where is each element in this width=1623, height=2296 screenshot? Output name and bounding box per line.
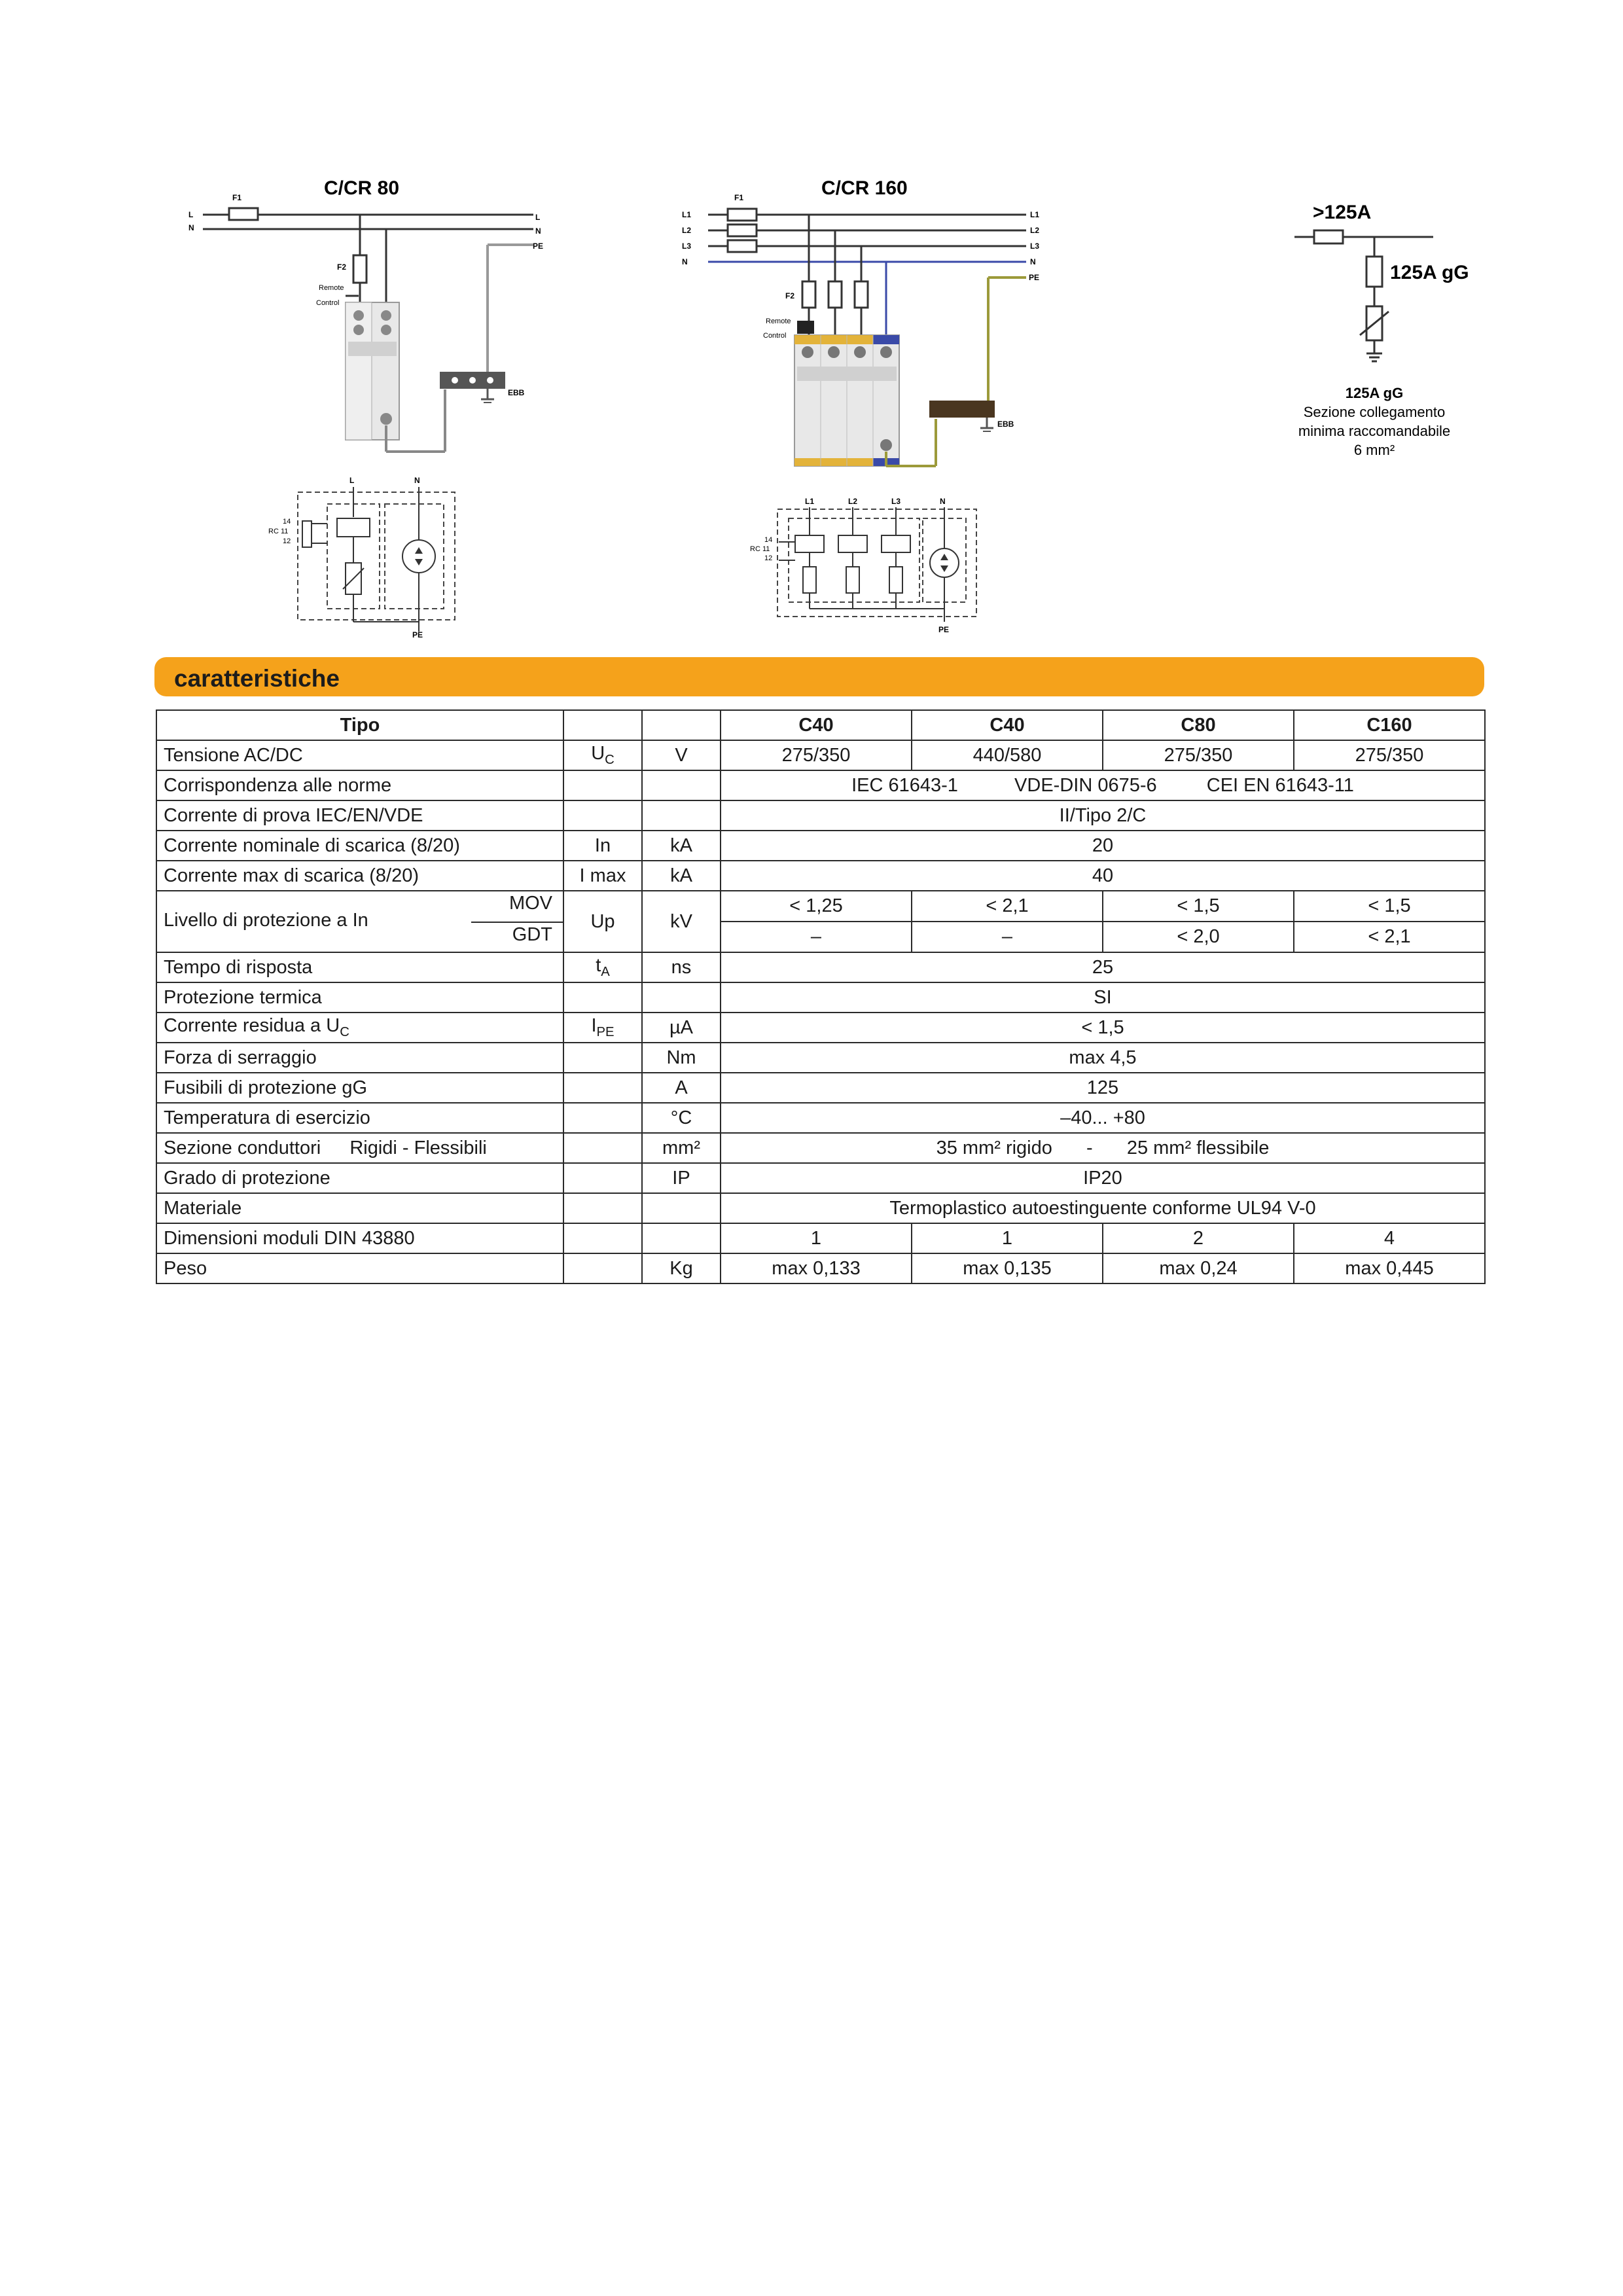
table-row: Corrente residua a $U_C$ $I_{PE}$ µA < 1,5: [156, 1013, 1485, 1043]
d1-pe-label: PE: [533, 242, 544, 251]
table-row: Sezione conduttori Rigidi - Flessibili mm² 35 mm² rigido - 25 mm² flessibile: [156, 1133, 1485, 1163]
row-name: Corrente residua a $U_C$: [156, 1013, 563, 1043]
header-c40-a: C40: [721, 710, 912, 740]
d2-l3-label: L3: [682, 242, 692, 251]
table-row: Livello di protezione a In MOV GDT Up kV < 1,25 < 2,1 < 1,5 < 1,5: [156, 891, 1485, 922]
table-header-row: [156, 710, 1485, 740]
fuse-note-line3: 6 mm²: [1353, 442, 1395, 458]
row-name: Forza di serraggio: [156, 1043, 563, 1073]
gdt-label: GDT: [512, 924, 552, 945]
table-row: Temperatura di esercizio °C –40... +80: [156, 1103, 1485, 1133]
d1-ebb-label: EBB: [508, 388, 525, 397]
header-tipo: Tipo: [156, 710, 563, 740]
d2-l1-right-label: L1: [1030, 210, 1040, 219]
row-name: Tensione AC/DC: [156, 740, 563, 770]
d2-ebb-label: EBB: [997, 420, 1014, 429]
header-c80: C80: [1103, 710, 1294, 740]
fuse-note-line2: minima raccomandabile: [1298, 423, 1451, 439]
livello-cell: [156, 891, 563, 952]
d1-n-right-label: N: [535, 226, 541, 236]
d1-sch-n-label: N: [414, 476, 420, 485]
d1-n-label: N: [188, 223, 194, 232]
d1-l-label: L: [188, 210, 194, 219]
d2-l1-label: L1: [682, 210, 692, 219]
d2-l3-right-label: L3: [1030, 242, 1040, 251]
d2-n-right-label: N: [1030, 257, 1036, 266]
d1-t14-label: 14: [283, 518, 291, 526]
fuse-rating-label: 125A gG: [1390, 262, 1469, 283]
d2-remote-label: Remote: [766, 317, 791, 325]
table-row: Grado di protezione IP IP20: [156, 1163, 1485, 1193]
d2-pe-label: PE: [1029, 273, 1040, 282]
row-name: Livello di protezione a In: [164, 910, 368, 931]
row-name: Tempo di risposta: [156, 952, 563, 982]
d1-t12-label: 12: [283, 537, 291, 545]
row-name: Dimensioni moduli DIN 43880: [156, 1223, 563, 1253]
d2-l2-label: L2: [682, 226, 692, 235]
d2-control-label: Control: [763, 332, 787, 340]
fuse-note-title: 125A gG: [1345, 385, 1404, 401]
row-name: Peso: [156, 1253, 563, 1283]
d1-sch-pe-label: PE: [412, 630, 423, 639]
d2-rc11-label: RC 11: [750, 545, 770, 553]
row-name: Materiale: [156, 1193, 563, 1223]
section-banner: [154, 657, 1484, 696]
table-row: Corrente max di scarica (8/20) I max kA 40: [156, 861, 1485, 891]
row-name: Corrente nominale di scarica (8/20): [156, 831, 563, 861]
mov-label: MOV: [508, 893, 552, 914]
table-row: [156, 770, 1485, 800]
d1-rc11-label: RC 11: [268, 528, 289, 535]
d2-sch-l3-label: L3: [891, 497, 901, 506]
d1-f2-label: F2: [337, 262, 347, 272]
norme-value: IEC 61643-1 VDE-DIN 0675-6 CEI EN 61643-11: [721, 770, 1485, 800]
row-unit: V: [642, 740, 721, 770]
row-name: Sezione conduttori Rigidi - Flessibili: [156, 1133, 563, 1163]
row-name: Protezione termica: [156, 982, 563, 1013]
d1-remote-label: Remote: [319, 284, 344, 292]
d2-t12-label: 12: [764, 554, 773, 562]
d1-f1-label: F1: [232, 193, 242, 202]
row-name: Corrente di prova IEC/EN/VDE: [156, 800, 563, 831]
wiring-diagrams: [0, 0, 1623, 655]
row-symbol: $U_C$: [563, 740, 642, 770]
d2-sch-l1-label: L1: [805, 497, 815, 506]
d2-f2-label: F2: [785, 291, 795, 300]
wiring-diagrams-svg: [0, 0, 1623, 655]
d2-l2-right-label: L2: [1030, 226, 1040, 235]
d2-sch-n-label: N: [940, 497, 946, 506]
header-c40-b: C40: [912, 710, 1103, 740]
row-name: Temperatura di esercizio: [156, 1103, 563, 1133]
table-row: Tempo di risposta $t_A$ ns 25: [156, 952, 1485, 982]
d2-sch-l2-label: L2: [848, 497, 858, 506]
fuse-note-line1: Sezione collegamento: [1303, 404, 1446, 420]
row-name: Fusibili di protezione gG: [156, 1073, 563, 1103]
fuse-top-label: >125A: [1313, 202, 1372, 223]
table-row: Protezione termica SI: [156, 982, 1485, 1013]
d2-n-label: N: [682, 257, 688, 266]
diagram2-title: C/CR 160: [821, 177, 908, 199]
d2-t14-label: 14: [764, 536, 773, 544]
table-row: – – < 2,0 < 2,1: [156, 922, 1485, 952]
d1-sch-l-label: L: [349, 476, 355, 485]
table-row: Corrente nominale di scarica (8/20) In kA 20: [156, 831, 1485, 861]
d2-f1-label: F1: [734, 193, 744, 202]
row-name: Corrispondenza alle norme: [156, 770, 563, 800]
row-name: Grado di protezione: [156, 1163, 563, 1193]
table-row: Materiale Termoplastico autoestinguente conforme UL94 V-0: [156, 1193, 1485, 1223]
d2-sch-pe-label: PE: [938, 625, 950, 634]
table-row: Corrente di prova IEC/EN/VDE II/Tipo 2/C: [156, 800, 1485, 831]
d1-control-label: Control: [316, 299, 340, 307]
table-row: Fusibili di protezione gG A 125: [156, 1073, 1485, 1103]
section-title: caratteristiche: [174, 665, 340, 692]
specifications-table: [156, 709, 1486, 1284]
d1-l-right-label: L: [535, 213, 541, 222]
table-row: Dimensioni moduli DIN 43880 1 1 2 4: [156, 1223, 1485, 1253]
table-row: Peso Kg max 0,133 max 0,135 max 0,24 max 0,445: [156, 1253, 1485, 1283]
table-row: Forza di serraggio Nm max 4,5: [156, 1043, 1485, 1073]
table-row: Tensione AC/DC $U_C$ V 275/350 440/580 275/350 275/350: [156, 740, 1485, 770]
row-name: Corrente max di scarica (8/20): [156, 861, 563, 891]
diagram1-title: C/CR 80: [324, 177, 400, 199]
header-c160: C160: [1294, 710, 1485, 740]
